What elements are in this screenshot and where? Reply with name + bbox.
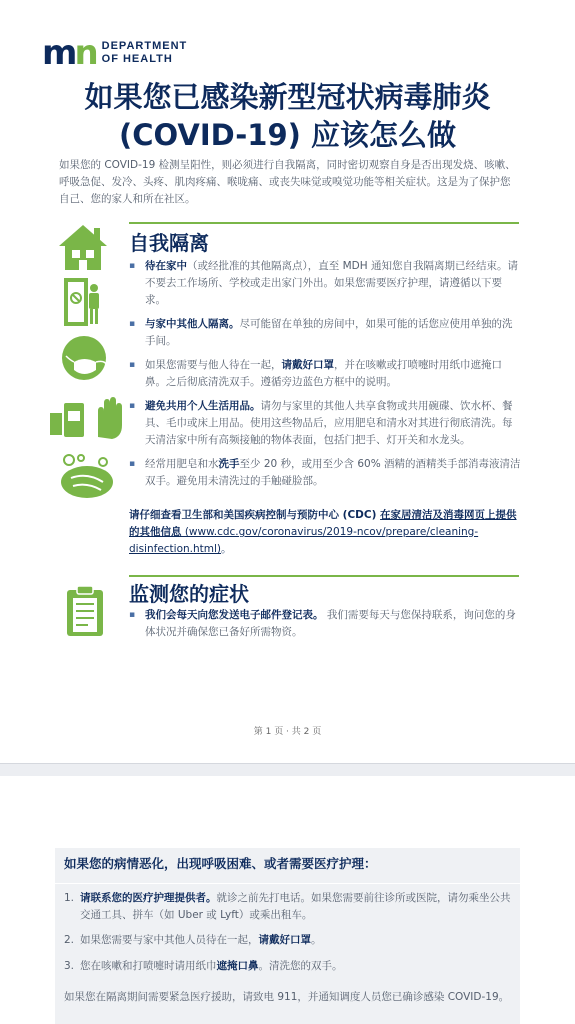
- list-item: 3. 您在咳嗽和打喷嚏时请用纸巾遮掩口鼻。清洗您的双手。: [64, 960, 343, 972]
- logo-mark: mn: [42, 33, 96, 73]
- box-rule: [55, 883, 520, 884]
- list-item: ▪ 经常用肥皂和水洗手至少 20 秒，或用至少含 60% 酒精的酒精类手部消毒液清洁双手。避免用未清洗过的手触碰脸部。: [129, 456, 521, 490]
- page-break: [0, 763, 575, 776]
- monitor-bullet-list: [129, 607, 521, 648]
- cdc-url-link[interactable]: (www.cdc.gov/coronavirus/2019-ncov/prepare/cleaning-disinfection.html): [129, 526, 479, 555]
- cdc-info-note: 请仔细查看卫生部和美国疾病控制与预防中心 (CDC) 在家居清洁及消毒网页上提供的其他信息 (www.cdc.gov/coronavirus/2019-ncov/prepare/cleaning-disinfection.html)。: [129, 509, 517, 555]
- box-heading: 如果您的病情恶化，出现呼吸困难、或者需要医疗护理：: [64, 856, 377, 871]
- face-mask-icon: [60, 334, 112, 384]
- handwashing-icon: [57, 452, 119, 504]
- cdc-link-text[interactable]: 在家居清洁及消毒网页上提供的其他信息: [129, 509, 517, 538]
- list-item: 2. 如果您需要与家中其他人员待在一起，请戴好口罩。: [64, 934, 322, 946]
- section-heading-isolate: 自我隔离: [129, 231, 209, 255]
- stay-inside-door-icon: [64, 278, 104, 328]
- shared-items-hand-icon: [48, 393, 128, 443]
- page-title: 如果您已感染新型冠状病毒肺炎 (COVID-19) 应该怎么做: [84, 80, 491, 152]
- intro-paragraph: 如果您的 COVID-19 检测呈阳性，则必须进行自我隔离，同时密切观察自身是否出现发烧、咳嗽、呼吸急促、发冷、头疼、肌肉疼痛、喉咙痛、或丧失味觉或嗅觉功能等相关症状。这是为了保护您自己、您的家人和所在社区。: [59, 159, 516, 205]
- emergency-info-box: [55, 848, 520, 1024]
- list-item: ▪ 如果您需要与他人待在一起，请戴好口罩，并在咳嗽或打喷嚏时用纸巾遮掩口鼻。之后彻底清洗双手。遵循旁边蓝色方框中的说明。: [129, 357, 521, 391]
- list-item: ▪ 避免共用个人生活用品。请勿与家里的其他人共享食物或共用碗碟、饮水杯、餐具、毛巾或床上用品。使用这些物品后，应用肥皂和清水对其进行彻底清洗。每天清洁家中所有高频接触的物体表面，包括门把手、灯开关和水龙头。: [129, 398, 521, 449]
- section-rule: [129, 575, 519, 577]
- list-item: 1. 请联系您的医疗护理提供者。就诊之前先打电话。如果您需要前往诊所或医院，请勿乘坐公共交通工具、拼车（如 Uber 或 Lyft）或乘出租车。: [64, 892, 511, 921]
- logo-text: DEPARTMENT OF HEALTH: [101, 40, 188, 65]
- isolation-bullet-list: [129, 258, 521, 497]
- list-item: ▪ 待在家中（或经批准的其他隔离点），直至 MDH 通知您自我隔离期已经结束。请不要去工作场所、学校或走出家门外出。如果您需要医疗护理，请遵循以下要求。: [129, 258, 521, 309]
- mdh-logo: [42, 33, 188, 73]
- box-footer: 如果您在隔离期间需要紧急医疗援助，请致电 911，并通知调度人员您已确诊感染 COVID-19。: [64, 991, 510, 1003]
- house-icon: [56, 222, 110, 272]
- list-item: ▪ 与家中其他人隔离。尽可能留在单独的房间中，如果可能的话您应使用单独的洗手间。: [129, 316, 521, 350]
- page-number: 第 1 页 · 共 2 页: [253, 727, 322, 737]
- list-item: ▪ 我们会每天向您发送电子邮件登记表。 我们需要每天与您保持联系，询问您的身体状况并确保您已备好所需物资。: [129, 607, 521, 641]
- section-rule: [129, 222, 519, 224]
- clipboard-icon: [64, 584, 106, 638]
- section-heading-monitor: 监测您的症状: [129, 582, 249, 606]
